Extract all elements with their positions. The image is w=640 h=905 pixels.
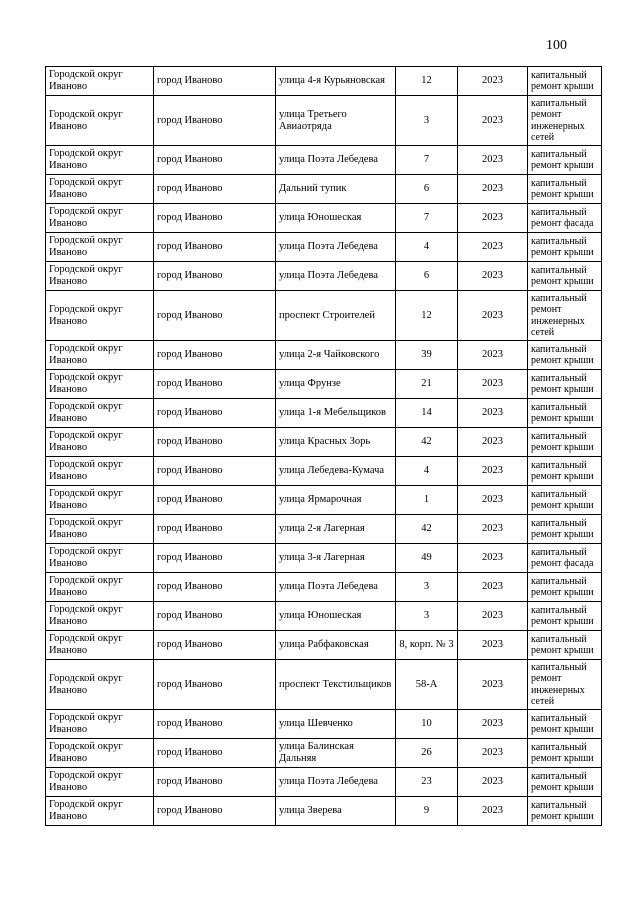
work-type-cell: капитальный ремонт крыши <box>528 67 602 96</box>
house-number-cell: 39 <box>396 341 458 370</box>
city-cell: город Иваново <box>154 797 276 826</box>
table-row <box>46 370 602 399</box>
house-number-cell: 42 <box>396 428 458 457</box>
year-cell: 2023 <box>458 457 528 486</box>
house-number-cell: 26 <box>396 739 458 768</box>
work-type-cell: капитальный ремонт крыши <box>528 486 602 515</box>
district-cell: Городской округ Иваново <box>46 399 154 428</box>
year-cell: 2023 <box>458 660 528 710</box>
year-cell: 2023 <box>458 175 528 204</box>
district-cell: Городской округ Иваново <box>46 710 154 739</box>
city-cell: город Иваново <box>154 602 276 631</box>
year-cell: 2023 <box>458 797 528 826</box>
city-cell: город Иваново <box>154 370 276 399</box>
house-number-cell: 42 <box>396 515 458 544</box>
year-cell: 2023 <box>458 631 528 660</box>
year-cell: 2023 <box>458 515 528 544</box>
work-type-cell: капитальный ремонт крыши <box>528 739 602 768</box>
table-row <box>46 96 602 146</box>
year-cell: 2023 <box>458 262 528 291</box>
work-type-cell: капитальный ремонт крыши <box>528 262 602 291</box>
year-cell: 2023 <box>458 602 528 631</box>
city-cell: город Иваново <box>154 768 276 797</box>
table-row <box>46 631 602 660</box>
work-type-cell: капитальный ремонт крыши <box>528 602 602 631</box>
house-number-cell: 3 <box>396 573 458 602</box>
work-type-cell: капитальный ремонт крыши <box>528 399 602 428</box>
year-cell: 2023 <box>458 204 528 233</box>
table-row <box>46 146 602 175</box>
street-cell: улица Фрунзе <box>276 370 396 399</box>
district-cell: Городской округ Иваново <box>46 175 154 204</box>
district-cell: Городской округ Иваново <box>46 67 154 96</box>
work-type-cell: капитальный ремонт фасада <box>528 204 602 233</box>
district-cell: Городской округ Иваново <box>46 739 154 768</box>
street-cell: Дальний тупик <box>276 175 396 204</box>
work-type-cell: капитальный ремонт фасада <box>528 544 602 573</box>
city-cell: город Иваново <box>154 96 276 146</box>
house-number-cell: 6 <box>396 175 458 204</box>
street-cell: улица Балинская Дальняя <box>276 739 396 768</box>
year-cell: 2023 <box>458 341 528 370</box>
year-cell: 2023 <box>458 399 528 428</box>
city-cell: город Иваново <box>154 515 276 544</box>
house-number-cell: 49 <box>396 544 458 573</box>
city-cell: город Иваново <box>154 341 276 370</box>
city-cell: город Иваново <box>154 233 276 262</box>
house-number-cell: 9 <box>396 797 458 826</box>
district-cell: Городской округ Иваново <box>46 797 154 826</box>
district-cell: Городской округ Иваново <box>46 370 154 399</box>
street-cell: улица 4-я Курьяновская <box>276 67 396 96</box>
district-cell: Городской округ Иваново <box>46 204 154 233</box>
house-number-cell: 1 <box>396 486 458 515</box>
city-cell: город Иваново <box>154 660 276 710</box>
district-cell: Городской округ Иваново <box>46 262 154 291</box>
table-row <box>46 457 602 486</box>
table-row <box>46 175 602 204</box>
work-type-cell: капитальный ремонт крыши <box>528 631 602 660</box>
street-cell: улица 2-я Лагерная <box>276 515 396 544</box>
work-type-cell: капитальный ремонт крыши <box>528 370 602 399</box>
street-cell: улица Поэта Лебедева <box>276 768 396 797</box>
district-cell: Городской округ Иваново <box>46 544 154 573</box>
house-number-cell: 23 <box>396 768 458 797</box>
street-cell: улица Юношеская <box>276 204 396 233</box>
district-cell: Городской округ Иваново <box>46 486 154 515</box>
table-row <box>46 233 602 262</box>
year-cell: 2023 <box>458 67 528 96</box>
year-cell: 2023 <box>458 291 528 341</box>
house-number-cell: 12 <box>396 291 458 341</box>
city-cell: город Иваново <box>154 544 276 573</box>
street-cell: улица Юношеская <box>276 602 396 631</box>
table-row <box>46 428 602 457</box>
table-row <box>46 67 602 96</box>
table-row <box>46 515 602 544</box>
street-cell: улица Лебедева-Кумача <box>276 457 396 486</box>
city-cell: город Иваново <box>154 428 276 457</box>
district-cell: Городской округ Иваново <box>46 515 154 544</box>
street-cell: улица Третьего Авиаотряда <box>276 96 396 146</box>
district-cell: Городской округ Иваново <box>46 146 154 175</box>
work-type-cell: капитальный ремонт крыши <box>528 146 602 175</box>
work-type-cell: капитальный ремонт крыши <box>528 233 602 262</box>
street-cell: улица Шевченко <box>276 710 396 739</box>
table-row <box>46 262 602 291</box>
work-type-cell: капитальный ремонт инженерных сетей <box>528 96 602 146</box>
district-cell: Городской округ Иваново <box>46 341 154 370</box>
work-type-cell: капитальный ремонт крыши <box>528 341 602 370</box>
table-row <box>46 399 602 428</box>
city-cell: город Иваново <box>154 262 276 291</box>
street-cell: проспект Текстильщиков <box>276 660 396 710</box>
house-number-cell: 3 <box>396 602 458 631</box>
table-row <box>46 768 602 797</box>
house-number-cell: 12 <box>396 67 458 96</box>
street-cell: улица Рабфаковская <box>276 631 396 660</box>
year-cell: 2023 <box>458 486 528 515</box>
year-cell: 2023 <box>458 710 528 739</box>
page-number: 100 <box>546 38 567 53</box>
year-cell: 2023 <box>458 544 528 573</box>
house-number-cell: 3 <box>396 96 458 146</box>
city-cell: город Иваново <box>154 573 276 602</box>
district-cell: Городской округ Иваново <box>46 428 154 457</box>
work-type-cell: капитальный ремонт инженерных сетей <box>528 291 602 341</box>
table-row <box>46 341 602 370</box>
district-cell: Городской округ Иваново <box>46 457 154 486</box>
city-cell: город Иваново <box>154 710 276 739</box>
street-cell: улица Зверева <box>276 797 396 826</box>
district-cell: Городской округ Иваново <box>46 291 154 341</box>
street-cell: улица 1-я Мебельщиков <box>276 399 396 428</box>
street-cell: улица 2-я Чайковского <box>276 341 396 370</box>
city-cell: город Иваново <box>154 67 276 96</box>
work-type-cell: капитальный ремонт крыши <box>528 710 602 739</box>
table-body <box>46 67 602 826</box>
year-cell: 2023 <box>458 428 528 457</box>
table-row <box>46 544 602 573</box>
street-cell: улица Поэта Лебедева <box>276 233 396 262</box>
table-row <box>46 660 602 710</box>
street-cell: улица Красных Зорь <box>276 428 396 457</box>
house-number-cell: 7 <box>396 204 458 233</box>
work-type-cell: капитальный ремонт инженерных сетей <box>528 660 602 710</box>
table-row <box>46 710 602 739</box>
house-number-cell: 4 <box>396 457 458 486</box>
city-cell: город Иваново <box>154 631 276 660</box>
house-number-cell: 4 <box>396 233 458 262</box>
work-type-cell: капитальный ремонт крыши <box>528 797 602 826</box>
street-cell: проспект Строителей <box>276 291 396 341</box>
table-row <box>46 291 602 341</box>
house-number-cell: 10 <box>396 710 458 739</box>
table-row <box>46 602 602 631</box>
district-cell: Городской округ Иваново <box>46 96 154 146</box>
year-cell: 2023 <box>458 370 528 399</box>
city-cell: город Иваново <box>154 399 276 428</box>
city-cell: город Иваново <box>154 739 276 768</box>
table-row <box>46 486 602 515</box>
district-cell: Городской округ Иваново <box>46 233 154 262</box>
city-cell: город Иваново <box>154 486 276 515</box>
street-cell: улица Поэта Лебедева <box>276 262 396 291</box>
district-cell: Городской округ Иваново <box>46 631 154 660</box>
city-cell: город Иваново <box>154 175 276 204</box>
table-row <box>46 739 602 768</box>
work-type-cell: капитальный ремонт крыши <box>528 428 602 457</box>
street-cell: улица Ярмарочная <box>276 486 396 515</box>
house-number-cell: 6 <box>396 262 458 291</box>
table-row <box>46 797 602 826</box>
city-cell: город Иваново <box>154 204 276 233</box>
table-row <box>46 573 602 602</box>
work-type-cell: капитальный ремонт крыши <box>528 175 602 204</box>
street-cell: улица Поэта Лебедева <box>276 573 396 602</box>
district-cell: Городской округ Иваново <box>46 602 154 631</box>
city-cell: город Иваново <box>154 146 276 175</box>
street-cell: улица 3-я Лагерная <box>276 544 396 573</box>
year-cell: 2023 <box>458 573 528 602</box>
work-type-cell: капитальный ремонт крыши <box>528 457 602 486</box>
house-number-cell: 8, корп. № 3 <box>396 631 458 660</box>
work-type-cell: капитальный ремонт крыши <box>528 768 602 797</box>
house-number-cell: 58-А <box>396 660 458 710</box>
city-cell: город Иваново <box>154 457 276 486</box>
year-cell: 2023 <box>458 233 528 262</box>
district-cell: Городской округ Иваново <box>46 660 154 710</box>
street-cell: улица Поэта Лебедева <box>276 146 396 175</box>
year-cell: 2023 <box>458 96 528 146</box>
house-number-cell: 14 <box>396 399 458 428</box>
year-cell: 2023 <box>458 146 528 175</box>
city-cell: город Иваново <box>154 291 276 341</box>
work-type-cell: капитальный ремонт крыши <box>528 573 602 602</box>
table-row <box>46 204 602 233</box>
repair-registry-table <box>45 66 602 826</box>
year-cell: 2023 <box>458 739 528 768</box>
work-type-cell: капитальный ремонт крыши <box>528 515 602 544</box>
district-cell: Городской округ Иваново <box>46 573 154 602</box>
house-number-cell: 21 <box>396 370 458 399</box>
house-number-cell: 7 <box>396 146 458 175</box>
year-cell: 2023 <box>458 768 528 797</box>
district-cell: Городской округ Иваново <box>46 768 154 797</box>
